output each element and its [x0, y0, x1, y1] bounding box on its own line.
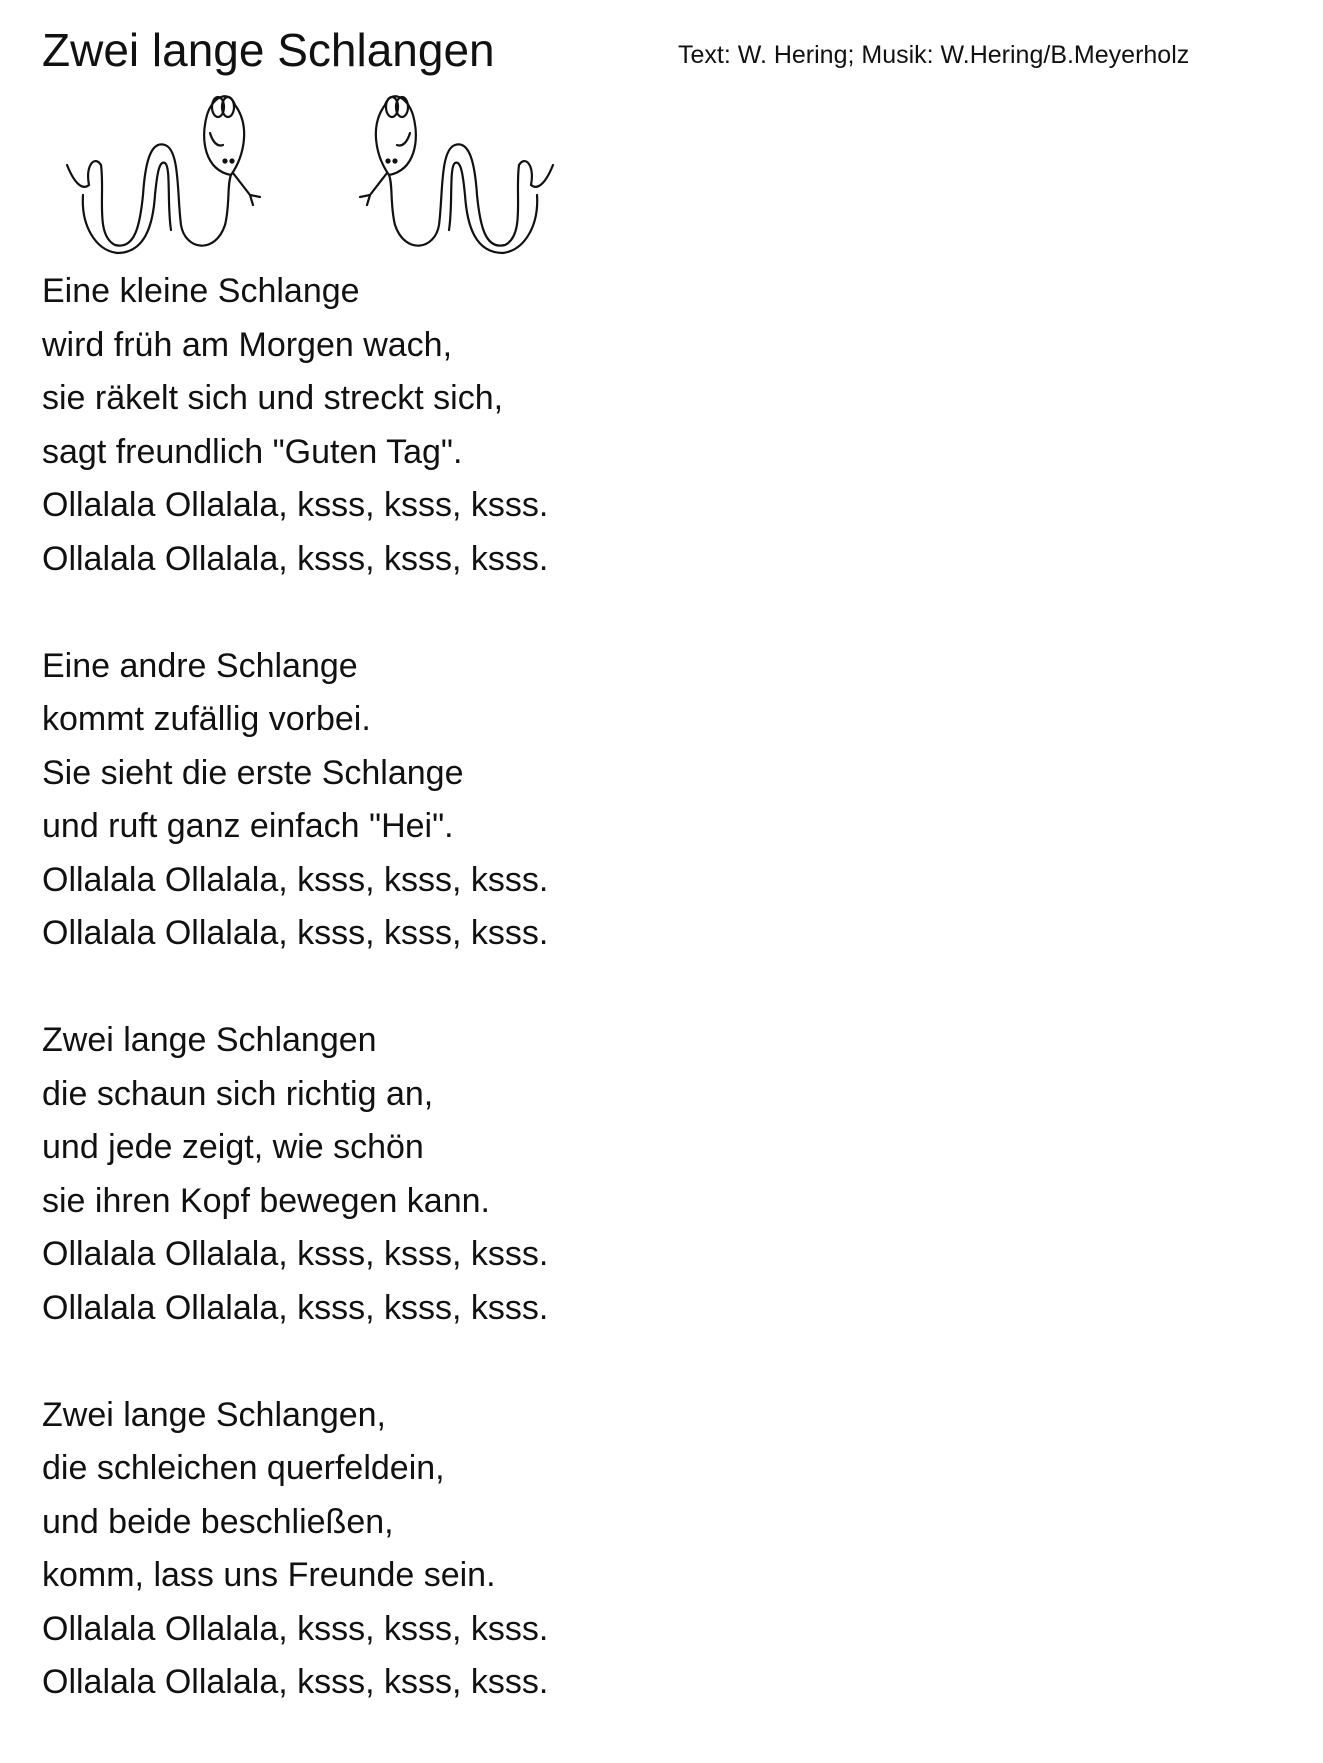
stanza-4 [42, 1389, 548, 1710]
stanza-3 [42, 1014, 548, 1335]
lyric-line: Zwei lange Schlangen, [42, 1395, 387, 1434]
lyrics [42, 265, 548, 1763]
lyric-line: Ollalala Ollalala, ksss, ksss, ksss. [42, 1609, 549, 1648]
lyric-line: sagt freundlich "Guten Tag". [42, 432, 463, 471]
lyric-line: komm, lass uns Freunde sein. [42, 1556, 496, 1594]
lyric-line: und ruft ganz einfach "Hei". [42, 807, 454, 845]
lyric-line: Ollalala Ollalala, ksss, ksss, ksss. [42, 1288, 549, 1327]
lyric-line: Ollalala Ollalala, ksss, ksss, ksss. [42, 914, 549, 952]
lyric-line: die schaun sich richtig an, [42, 1074, 434, 1113]
lyric-line: Zwei lange Schlangen [42, 1021, 377, 1059]
lyric-line: Ollalala Ollalala, ksss, ksss, ksss. [42, 1663, 549, 1701]
lyric-line: Eine andre Schlange [42, 646, 358, 685]
lyric-line: kommt zufällig vorbei. [42, 700, 371, 738]
page-title: Zwei lange Schlangen [42, 24, 495, 76]
lyric-line: Ollalala Ollalala, ksss, ksss, ksss. [42, 1235, 549, 1273]
snake-left-icon [67, 96, 260, 253]
stanza-1 [42, 265, 548, 586]
lyric-line: Eine kleine Schlange [42, 272, 360, 310]
lyric-line: Ollalala Ollalala, ksss, ksss, ksss. [42, 486, 549, 524]
lyric-line: sie ihren Kopf bewegen kann. [42, 1181, 490, 1220]
lyric-line: und jede zeigt, wie schön [42, 1128, 424, 1166]
lyric-line: sie räkelt sich und streckt sich, [42, 379, 504, 417]
lyric-line: Sie sieht die erste Schlange [42, 753, 464, 792]
snake-right-icon [360, 96, 553, 253]
lyric-line: wird früh am Morgen wach, [42, 325, 453, 364]
lyric-line: und beide beschließen, [42, 1502, 394, 1541]
lyric-line: Ollalala Ollalala, ksss, ksss, ksss. [42, 860, 549, 899]
credits: Text: W. Hering; Musik: W.Hering/B.Meyerholz [678, 41, 1190, 69]
lyric-line: die schleichen querfeldein, [42, 1449, 445, 1487]
snakes-illustration [55, 85, 565, 255]
stanza-2 [42, 640, 548, 961]
lyric-line: Ollalala Ollalala, ksss, ksss, ksss. [42, 539, 549, 578]
